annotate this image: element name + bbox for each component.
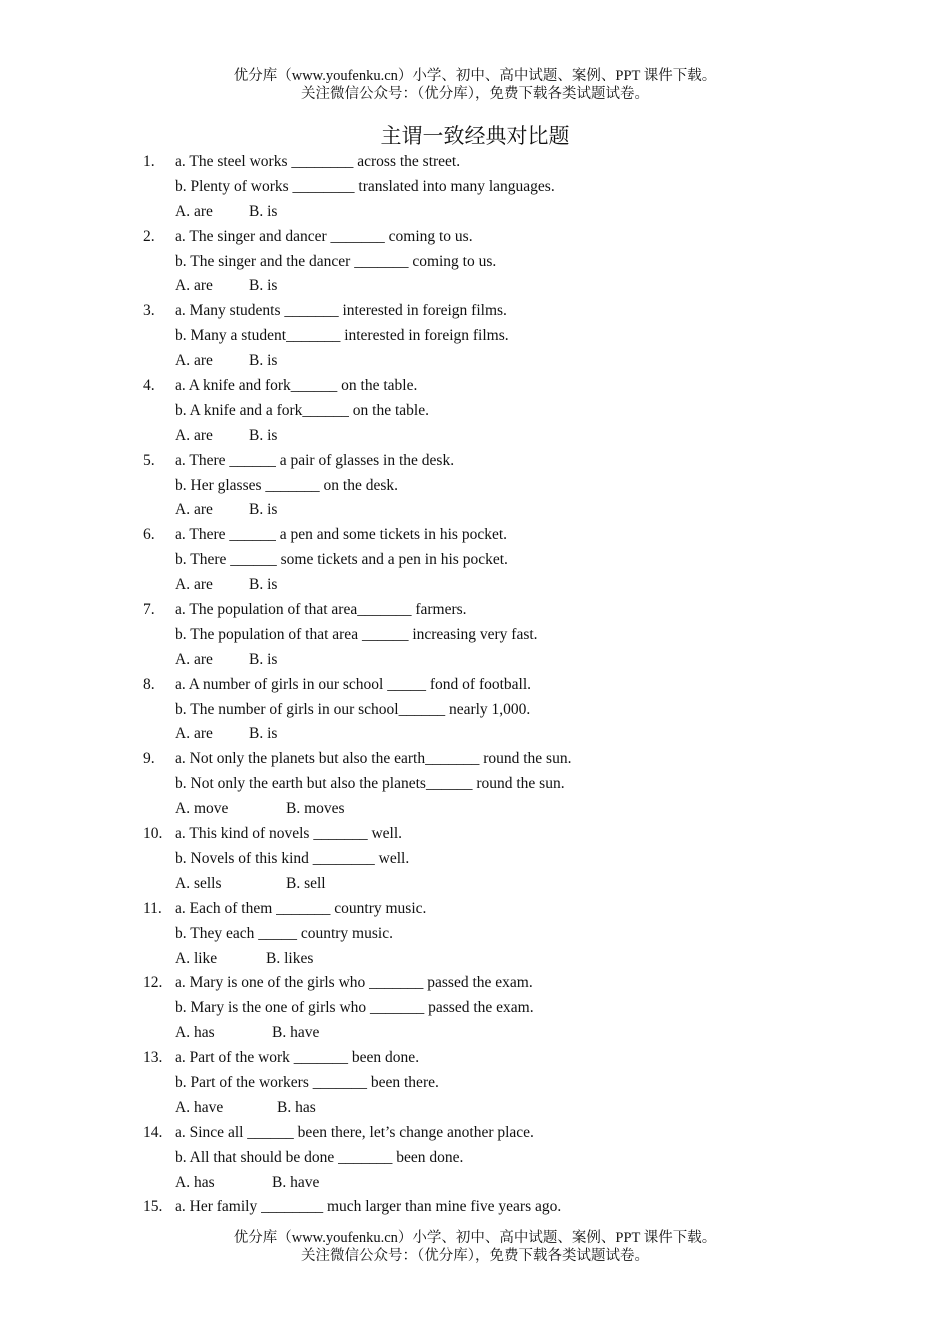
footer-line-2: 关注微信公众号：（优分库），免费下载各类试题试卷。 [301,1248,649,1264]
question-sentence-a: a. Her family ________ much larger than mine five years ago. [175,1198,562,1216]
question-line-a [143,598,903,623]
question-line-a [143,673,903,698]
question-number: 4. [143,377,155,395]
question-sentence-b: b. All that should be done _______ been done. [175,1148,464,1166]
question-sentence-b: b. Part of the workers _______ been there. [175,1073,439,1091]
option-b: B. likes [266,949,314,967]
option-a: A. are [175,576,213,594]
options-row [175,349,277,374]
question-number: 8. [143,675,155,693]
options-row [175,648,277,673]
option-a: A. move [175,800,229,818]
question-sentence-a: a. The steel works ________ across the street. [175,153,461,170]
question-options [143,722,903,747]
option-b: B. sell [286,874,326,892]
option-a: A. are [175,650,213,668]
options-row [175,722,277,747]
question-line-a [143,523,903,548]
question-sentence-a: a. Since all ______ been there, let’s change another place. [175,1123,534,1141]
question-line-a [143,1046,903,1071]
options-row [175,797,345,822]
question-number: 6. [143,526,155,544]
question-number: 11. [143,899,162,917]
question-options [143,274,903,299]
option-b: B. have [272,1024,320,1042]
question-line-b [143,250,903,275]
option-a: A. are [175,352,213,370]
option-b: B. is [249,426,278,444]
options-row [175,1171,319,1196]
question-line-a [143,225,903,250]
question-options [143,648,903,673]
question-sentence-b: b. Her glasses _______ on the desk. [175,476,398,494]
question-line-b [143,772,903,797]
question-line-b [143,548,903,573]
question-line-b [143,324,903,349]
question-number: 9. [143,750,155,768]
question-line-b [143,847,903,872]
options-row [175,872,326,897]
question-options [143,498,903,523]
question-line-b [143,623,903,648]
question-sentence-a: a. This kind of novels _______ well. [175,825,403,843]
question-sentence-b: b. There ______ some tickets and a pen in his pocket. [175,551,508,569]
options-row [175,274,277,299]
question-number: 15. [143,1198,163,1216]
option-a: A. are [175,202,213,220]
page-header [0,67,950,103]
option-a: A. have [175,1098,224,1116]
question-number: 7. [143,601,155,619]
question-options [143,424,903,449]
question-list [143,150,903,1220]
question-line-a [143,971,903,996]
question-line-a [143,449,903,474]
question-sentence-a: a. Many students _______ interested in foreign films. [175,302,507,320]
options-row [175,573,277,598]
question-sentence-b: b. The singer and the dancer _______ coming to us. [175,252,497,270]
option-b: B. moves [286,800,345,818]
question-number: 12. [143,974,163,992]
question-options [143,797,903,822]
question-sentence-a: a. Part of the work _______ been done. [175,1049,420,1067]
question-line-a [143,897,903,922]
question-line-a [143,1195,903,1220]
question-options [143,200,903,225]
option-b: B. is [249,352,278,370]
question-number: 1. [143,153,155,170]
options-row [175,200,277,225]
option-b: B. is [249,725,278,743]
question-line-b [143,1146,903,1171]
options-row [175,424,277,449]
question-sentence-b: b. The population of that area ______ increasing very fast. [175,625,538,643]
option-b: B. is [249,277,278,295]
question-options [143,1021,903,1046]
option-a: A. are [175,501,213,519]
question-line-b [143,1071,903,1096]
question-line-a [143,822,903,847]
question-line-a [143,150,903,175]
question-sentence-b: b. Many a student_______ interested in foreign films. [175,327,509,345]
question-line-a [143,299,903,324]
question-sentence-a: a. Each of them _______ country music. [175,899,427,917]
question-sentence-b: b. Novels of this kind ________ well. [175,849,410,867]
option-a: A. are [175,426,213,444]
question-number: 10. [143,825,163,843]
option-b: B. is [249,576,278,594]
options-row [175,947,313,972]
question-options [143,872,903,897]
option-a: A. sells [175,874,222,892]
question-sentence-a: a. Mary is one of the girls who _______ passed the exam. [175,974,533,992]
header-line-2: 关注微信公众号：（优分库），免费下载各类试题试卷。 [301,86,649,102]
question-sentence-b: b. A knife and a fork______ on the table. [175,401,429,419]
option-b: B. is [249,501,278,519]
document-title: 主谓一致经典对比题 [380,124,570,148]
question-line-b [143,996,903,1021]
question-number: 5. [143,451,155,469]
option-a: A. are [175,277,213,295]
question-sentence-a: a. The population of that area_______ farmers. [175,601,467,619]
option-a: A. has [175,1024,215,1042]
question-line-b [143,175,903,200]
option-b: B. is [249,650,278,668]
options-row [175,498,277,523]
option-b: B. has [277,1098,316,1116]
question-line-a [143,747,903,772]
question-number: 3. [143,302,155,320]
option-a: A. like [175,949,218,967]
question-number: 14. [143,1123,163,1141]
option-b: B. is [249,202,278,220]
question-number: 2. [143,227,155,245]
question-options [143,349,903,374]
question-options [143,947,903,972]
footer-line-1: 优分库（www.youfenku.cn）小学、初中、高中试题、案例、PPT 课件下载。 [233,1230,717,1246]
question-line-b [143,399,903,424]
question-line-b [143,698,903,723]
question-sentence-a: a. Not only the planets but also the earth_______ round the sun. [175,750,572,768]
question-options [143,1171,903,1196]
question-line-a [143,374,903,399]
question-sentence-b: b. They each _____ country music. [175,924,393,942]
options-row [175,1096,316,1121]
question-number: 13. [143,1049,163,1067]
page-footer [0,1229,950,1265]
question-options [143,573,903,598]
option-b: B. have [272,1173,320,1191]
question-sentence-b: b. The number of girls in our school______ nearly 1,000. [175,700,531,718]
header-line-1: 优分库（www.youfenku.cn）小学、初中、高中试题、案例、PPT 课件下载。 [233,68,717,84]
options-row [175,1021,319,1046]
question-sentence-a: a. The singer and dancer _______ coming to us. [175,227,473,245]
question-options [143,1096,903,1121]
question-line-b [143,922,903,947]
question-sentence-a: a. A number of girls in our school _____ fond of football. [175,675,532,693]
question-sentence-b: b. Not only the earth but also the planets______ round the sun. [175,775,565,793]
question-sentence-a: a. There ______ a pen and some tickets in his pocket. [175,526,508,544]
question-sentence-b: b. Mary is the one of girls who _______ passed the exam. [175,999,534,1017]
question-sentence-b: b. Plenty of works ________ translated into many languages. [175,177,555,195]
option-a: A. are [175,725,213,743]
option-a: A. has [175,1173,215,1191]
question-sentence-a: a. A knife and fork______ on the table. [175,377,418,395]
question-sentence-a: a. There ______ a pair of glasses in the desk. [175,451,455,469]
question-line-a [143,1121,903,1146]
question-line-b [143,474,903,499]
